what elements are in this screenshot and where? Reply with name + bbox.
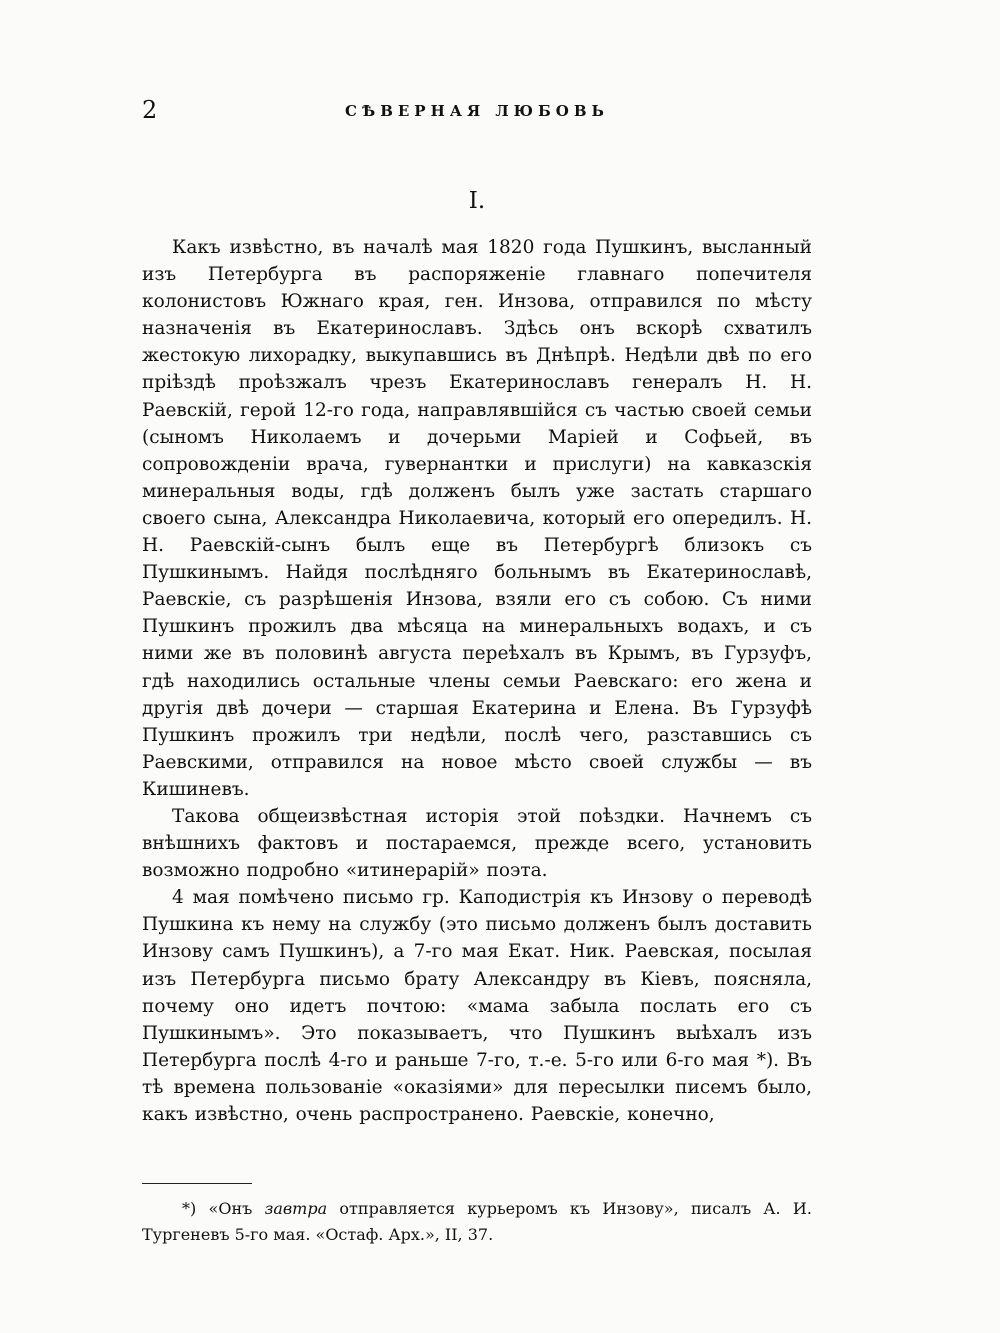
paragraph: Какъ извѣстно, въ началѣ мая 1820 года Пушкинъ, высланный изъ Петербурга въ распоряженіе главнаго попечителя колонистовъ Южнаго края, ген. Инзова, отправился по мѣсту назначенія въ Екатеринославъ. Здѣсь онъ вскорѣ схватилъ жестокую лихорадку, выкупавшись въ Днѣпрѣ. Недѣли двѣ по его пріѣздѣ проѣзжалъ чрезъ Екатеринославъ генералъ Н. Н. Раевскій, герой 12-го года, направлявшійся съ частью своей семьи (сыномъ Николаемъ и дочерьми Маріей и Софьей, въ сопровожденіи врача, гувернантки и прислуги) на кавказскія минеральныя воды, гдѣ долженъ былъ уже застать старшаго своего сына, Александра Николаевича, который его опередилъ. Н. Н. Раевскій-сынъ былъ еще въ Петербургѣ близокъ съ Пушкинымъ. Найдя послѣдняго больнымъ въ Екатеринославѣ, Раевскіе, съ разрѣшенія Инзова, взяли его съ собою. Съ ними Пушкинъ прожилъ два мѣсяца на минеральныхъ водахъ, и съ ними же въ половинѣ августа переѣхалъ въ Крымъ, въ Гурзуфъ, гдѣ находились остальные члены семьи Раевскаго: его жена и другія двѣ дочери — старшая Екатерина и Елена. Въ Гурзуфѣ Пушкинъ прожилъ три недѣли, послѣ чего, разставшись съ Раевскими, отправился на новое мѣсто своей службы — въ Кишиневъ. bbox=[142, 237, 812, 800]
chapter-number: I. bbox=[468, 188, 486, 214]
footnote-text-start: «Онъ bbox=[208, 1199, 253, 1218]
footnote bbox=[142, 1196, 812, 1248]
page-header bbox=[142, 96, 812, 126]
footnote-text-end: отправляется курьеромъ къ Инзову», писалъ А. И. Тургеневъ 5-го мая. «Остаф. Арх.», II, 37. bbox=[142, 1199, 812, 1244]
paragraph: Такова общеизвѣстная исторія этой поѣздки. Начнемъ съ внѣшнихъ фактовъ и постараемся, прежде всего, установить возможно подробно «итинерарій» поэта. bbox=[142, 805, 812, 882]
running-title: СѢВЕРНАЯ ЛЮБОВЬ bbox=[345, 102, 609, 120]
footnote-emphasis: завтра bbox=[264, 1199, 328, 1218]
footnote-divider bbox=[142, 1183, 252, 1184]
paragraph: 4 мая помѣчено письмо гр. Каподистрія къ Инзову о переводѣ Пушкина къ нему на службу (это письмо долженъ былъ доставить Инзову самъ Пушкинъ), а 7-го мая Екат. Ник. Раевская, посылая изъ Петербурга письмо брату Александру въ Кіевъ, поясняла, почему оно идетъ почтою: «мама забыла послать его съ Пушкинымъ». Это показываетъ, что Пушкинъ выѣхалъ изъ Петербурга послѣ 4-го и раньше 7-го, т.-е. 5-го или 6-го мая *). Въ тѣ времена пользованіе «оказіями» для пересылки писемъ было, какъ извѣстно, очень распространено. Раевскіе, конечно, bbox=[142, 887, 812, 1125]
body-text bbox=[142, 234, 812, 1128]
footnote-marker: *) bbox=[182, 1199, 197, 1218]
page-number: 2 bbox=[142, 96, 158, 124]
